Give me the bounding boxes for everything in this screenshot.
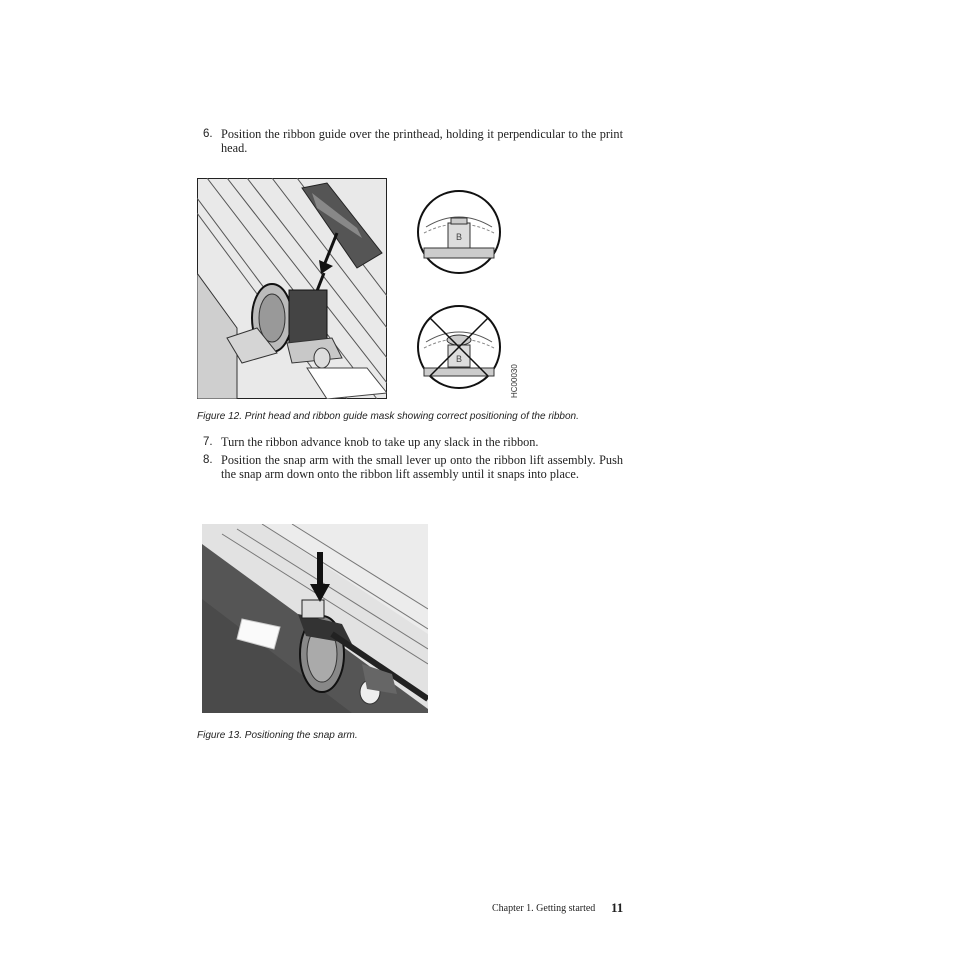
step-number: 8. [203, 454, 213, 466]
step-text: Turn the ribbon advance knob to take up any slack in the ribbon. [221, 435, 539, 449]
page-number: 11 [611, 900, 624, 915]
figure-12-caption: Figure 12. Print head and ribbon guide mask showing correct positioning of the ribbon. [197, 411, 579, 422]
step-number: 7. [203, 436, 213, 448]
step-text: Position the snap arm with the small lever up onto the ribbon lift assembly. Push the snap arm down onto the ribbon lift assembly until it snaps into place. [221, 453, 623, 481]
figure-13-caption: Figure 13. Positioning the snap arm. [197, 730, 358, 741]
figure-12-correct-detail [416, 185, 502, 280]
correct-label: B [455, 232, 463, 242]
step-text: Position the ribbon guide over the printhead, holding it perpendicular to the print head. [221, 127, 623, 155]
footer-chapter: Chapter 1. Getting started [492, 903, 596, 914]
step-number: 6. [203, 128, 213, 140]
figure-12-code-text: HC00030 [510, 364, 519, 398]
incorrect-label: B [455, 354, 463, 364]
figure-12-incorrect-detail [416, 300, 502, 395]
figure-12-printhead-illustration [197, 178, 387, 399]
figure-12-code [506, 352, 522, 398]
figure-13-snap-arm-illustration [202, 524, 428, 713]
